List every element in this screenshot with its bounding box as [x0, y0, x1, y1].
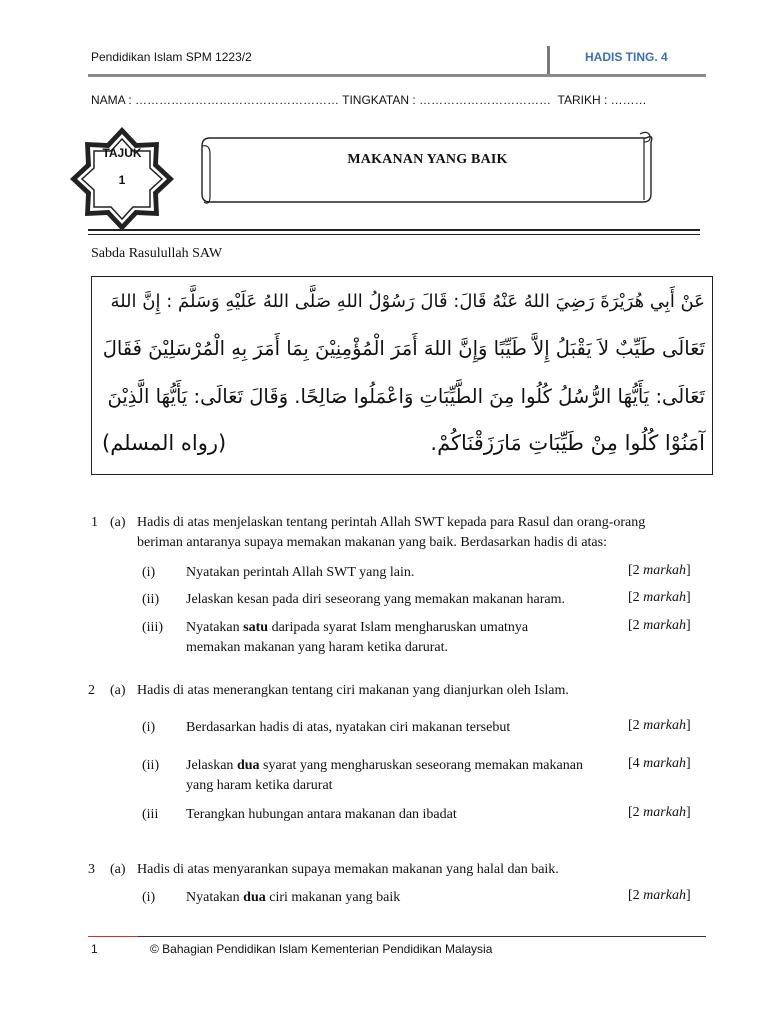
q1-iii-text: Nyatakan satu daripada syarat Islam mengharuskan umatnya [186, 620, 529, 635]
q1-iii-text-line2: memakan makanan yang haram ketika darurat. [186, 640, 448, 655]
q2-i-text: Berdasarkan hadis di atas, nyatakan ciri makanan tersebut [186, 720, 511, 735]
header-divider [547, 46, 550, 76]
q2-ii-roman: (ii) [142, 758, 160, 773]
page-number: 1 [91, 942, 98, 956]
page-title: MAKANAN YANG BAIK [347, 152, 508, 167]
hadith-text-box [91, 276, 713, 475]
footer-accent [88, 936, 138, 937]
q1-i-text: Nyatakan perintah Allah SWT yang lain. [186, 565, 415, 580]
topic-label: TAJUK [102, 146, 142, 160]
q2-iii-roman: (iii [142, 807, 159, 822]
hadith-narration: (رواه المسلم) [102, 431, 227, 455]
hadith-intro: Sabda Rasulullah SAW [91, 246, 223, 261]
q2-iii-text: Terangkan hubungan antara makanan dan ibadat [186, 807, 457, 822]
q1-iii-roman: (iii) [142, 620, 163, 635]
q1-i-roman: (i) [142, 565, 156, 580]
footer-copyright: © Bahagian Pendidikan Islam Kementerian Pendidikan Malaysia [150, 942, 493, 956]
q2-ii-marks: [4 markah] [628, 756, 691, 771]
header-rule [88, 74, 706, 77]
q3-i-marks: [2 markah] [628, 888, 691, 903]
hadith-line-3: تَعَالَى: يَأَيُّهَا الرُّسُلُ كُلُوا مِنَ الطَّيِّبَاتِ وَاعْمَلُوا صَالِحًا. وَقَالَ تَعَالَى: يَأَيُّهَا الَّذِيْنَ [107, 385, 705, 408]
section-rule [88, 229, 700, 231]
topic-number: 1 [118, 173, 126, 187]
q2-iii-marks: [2 markah] [628, 805, 691, 820]
q1-stem-line2: beriman antaranya supaya memakan makanan yang baik. Berdasarkan hadis di atas: [137, 535, 607, 550]
hadith-line-2: تَعَالَى طَيِّبٌ لاَ يَقْبَلُ إِلاَّ طَيِّبًا وَإِنَّ اللهَ أَمَرَ الْمُؤْمِنِيْنَ بِمَا أَمَرَ بِهِ الْمُرْسَلِيْنَ فَقَالَ [102, 337, 705, 360]
q1-iii-marks: [2 markah] [628, 618, 691, 633]
q2-part: (a) [110, 683, 126, 698]
title-scroll-banner [196, 128, 662, 208]
tarikh-field: TARIKH : ……… [557, 93, 647, 107]
q2-i-marks: [2 markah] [628, 718, 691, 733]
q1-part: (a) [110, 515, 126, 530]
q2-ii-text-line2: yang haram ketika darurat [186, 778, 333, 793]
header-subject: Pendidikan Islam SPM 1223/2 [91, 50, 252, 64]
hadith-line-4: آمَنُوْا كُلُوا مِنْ طَيِّبَاتِ مَارَزَقْنَاكُمْ. [430, 431, 705, 455]
q1-ii-marks: [2 markah] [628, 590, 691, 605]
q1-ii-text: Jelaskan kesan pada diri seseorang yang memakan makanan haram. [186, 592, 566, 607]
tingkatan-field: TINGKATAN : …………………………… [342, 93, 552, 107]
nama-field: NAMA : …………………………………………… [91, 93, 340, 107]
q1-ii-roman: (ii) [142, 592, 160, 607]
q2-stem-line1: Hadis di atas menerangkan tentang ciri makanan yang dianjurkan oleh Islam. [137, 683, 569, 698]
header-topic-code: HADIS TING. 4 [585, 50, 668, 64]
q3-i-roman: (i) [142, 890, 156, 905]
student-info-line [91, 93, 647, 107]
section-rule-thin [88, 234, 700, 235]
q1-i-marks: [2 markah] [628, 563, 691, 578]
q3-number: 3 [88, 862, 95, 877]
hadith-line-1: عَنْ أَبِي هُرَيْرَةَ رَضِيَ اللهُ عَنْهُ قَالَ: قَالَ رَسُوْلُ اللهِ صَلَّى اللهُ عَلَيْهِ وَسَلَّمَ : إِنَّ اللهَ [110, 291, 705, 312]
q1-stem-line1: Hadis di atas menjelaskan tentang perintah Allah SWT kepada para Rasul dan orang-orang [137, 515, 646, 530]
q3-part: (a) [110, 862, 126, 877]
q3-stem-line1: Hadis di atas menyarankan supaya memakan makanan yang halal dan baik. [137, 862, 559, 877]
q1-number: 1 [91, 515, 98, 530]
q2-i-roman: (i) [142, 720, 156, 735]
q3-i-text: Nyatakan dua ciri makanan yang baik [186, 890, 401, 905]
footer-rule [88, 936, 706, 937]
q2-number: 2 [88, 683, 95, 698]
q2-ii-text: Jelaskan dua syarat yang mengharuskan seseorang memakan makanan [186, 758, 583, 773]
